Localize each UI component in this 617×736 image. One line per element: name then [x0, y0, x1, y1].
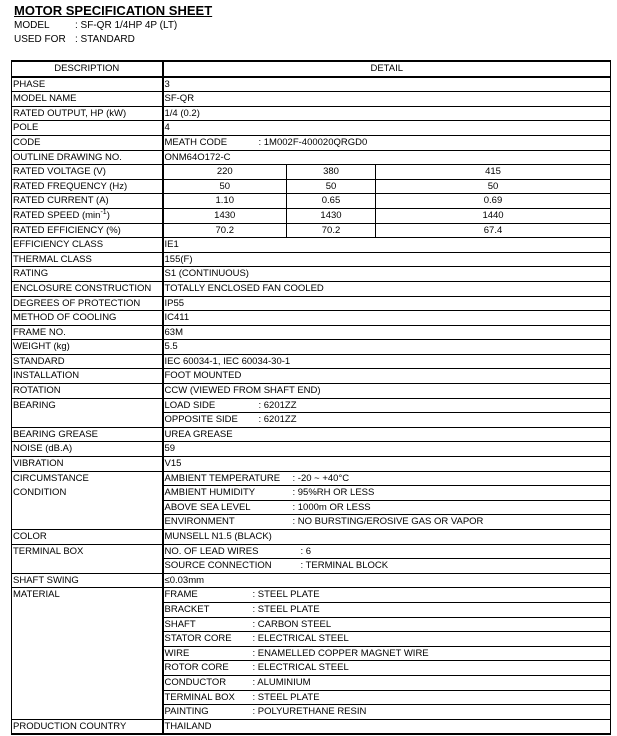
row-value: THAILAND	[163, 719, 611, 734]
table-row	[12, 530, 611, 545]
row-label: RATED FREQUENCY (Hz)	[12, 179, 163, 194]
row-label: RATED CURRENT (A)	[12, 194, 163, 209]
value-3: 67.4	[376, 223, 611, 238]
col-detail: DETAIL	[163, 61, 611, 77]
value-3: 0.69	[376, 194, 611, 209]
sub-value: : STEEL PLATE	[252, 691, 320, 703]
row-label: RATING	[12, 267, 163, 282]
row-label: PRODUCTION COUNTRY	[12, 719, 163, 734]
table-row	[12, 77, 611, 92]
table-row	[12, 471, 611, 486]
speed-close: )	[106, 209, 110, 221]
row-label: MODEL NAME	[12, 92, 163, 107]
table-row	[12, 632, 611, 647]
code-sub-label: MEATH CODE	[164, 136, 228, 148]
row-label: RATED EFFICIENCY (%)	[12, 223, 163, 238]
table-row	[12, 150, 611, 165]
row-value: 5.5	[163, 340, 611, 355]
table-row	[12, 384, 611, 399]
sub-value: : 6201ZZ	[258, 414, 297, 426]
row-value: 3	[163, 77, 611, 92]
sub-value: : NO BURSTING/EROSIVE GAS OR VAPOR	[292, 516, 484, 528]
row-label: ENCLOSURE CONSTRUCTION	[12, 281, 163, 296]
model-value: : SF-QR 1/4HP 4P (LT)	[75, 20, 178, 31]
col-description: DESCRIPTION	[12, 61, 163, 77]
row-value	[163, 675, 611, 690]
sub-value: : 6201ZZ	[258, 399, 297, 411]
row-value	[163, 588, 611, 603]
row-value: ≤0.03mm	[163, 573, 611, 588]
table-row	[12, 208, 611, 223]
sub-key: SHAFT	[164, 618, 196, 630]
row-label-empty	[12, 675, 163, 690]
table-row	[12, 106, 611, 121]
row-label: OUTLINE DRAWING NO.	[12, 150, 163, 165]
value-3: 415	[376, 165, 611, 180]
row-label: RATED VOLTAGE (V)	[12, 165, 163, 180]
row-label: COLOR	[12, 530, 163, 545]
value-1: 1430	[163, 208, 287, 223]
row-value	[163, 646, 611, 661]
model-line	[14, 20, 177, 31]
table-row	[12, 223, 611, 238]
speed-sup: -1	[100, 208, 107, 216]
sub-key: AMBIENT HUMIDITY	[164, 487, 256, 499]
row-label: CIRCUMSTANCE	[12, 471, 163, 486]
table-row	[12, 121, 611, 136]
row-label-empty	[12, 661, 163, 676]
row-label: WEIGHT (kg)	[12, 340, 163, 355]
table-row	[12, 675, 611, 690]
row-value: 155(F)	[163, 252, 611, 267]
sub-key: WIRE	[164, 647, 190, 659]
speed-label: RATED SPEED (min	[13, 209, 101, 221]
table-header	[12, 61, 611, 77]
sub-key: OPPOSITE SIDE	[164, 414, 238, 426]
sub-value: : ENAMELLED COPPER MAGNET WIRE	[252, 647, 429, 659]
sub-key: AMBIENT TEMPERATURE	[164, 472, 281, 484]
table-row	[12, 165, 611, 180]
sub-key: NO. OF LEAD WIRES	[164, 545, 259, 557]
row-label: FRAME NO.	[12, 325, 163, 340]
sub-key: PAINTING	[164, 706, 209, 718]
table-row	[12, 573, 611, 588]
table-row	[12, 617, 611, 632]
sub-key: ENVIRONMENT	[164, 516, 235, 528]
sub-value: : STEEL PLATE	[252, 603, 320, 615]
row-label: STANDARD	[12, 354, 163, 369]
row-value: 1/4 (0.2)	[163, 106, 611, 121]
used-for-value: : STANDARD	[75, 34, 135, 45]
sub-key: ROTOR CORE	[164, 662, 229, 674]
table-row	[12, 486, 611, 501]
sub-key: LOAD SIDE	[164, 399, 216, 411]
value-3: 50	[376, 179, 611, 194]
row-value	[163, 544, 611, 559]
table-row	[12, 179, 611, 194]
row-value: CCW (VIEWED FROM SHAFT END)	[163, 384, 611, 399]
table-row	[12, 135, 611, 150]
row-value	[163, 559, 611, 574]
row-value: UREA GREASE	[163, 427, 611, 442]
value-1: 70.2	[163, 223, 287, 238]
table-row	[12, 238, 611, 253]
row-value: S1 (CONTINUOUS)	[163, 267, 611, 282]
row-label: CONDITION	[12, 486, 163, 501]
row-value	[163, 661, 611, 676]
table-row	[12, 413, 611, 428]
row-label: PHASE	[12, 77, 163, 92]
code-value: : 1M002F-400020QRGD0	[258, 136, 368, 148]
table-row	[12, 340, 611, 355]
row-value	[163, 602, 611, 617]
row-label: NOISE (dB.A)	[12, 442, 163, 457]
row-label: SHAFT SWING	[12, 573, 163, 588]
sub-value: : TERMINAL BLOCK	[300, 560, 389, 572]
row-value	[163, 500, 611, 515]
value-2: 380	[287, 165, 376, 180]
sub-value: : -20 ~ +40°C	[292, 472, 350, 484]
row-label: BEARING	[12, 398, 163, 413]
row-value: IC411	[163, 311, 611, 326]
sub-value: : ELECTRICAL STEEL	[252, 633, 349, 645]
row-value	[163, 515, 611, 530]
row-label-empty	[12, 705, 163, 720]
sub-value: : 95%RH OR LESS	[292, 487, 375, 499]
table-row	[12, 92, 611, 107]
sub-value: : ALUMINIUM	[252, 676, 311, 688]
row-value	[163, 398, 611, 413]
table-row	[12, 602, 611, 617]
sub-key: CONDUCTOR	[164, 676, 227, 688]
row-value: ONM64O172-C	[163, 150, 611, 165]
table-row	[12, 296, 611, 311]
row-label-empty	[12, 632, 163, 647]
row-label: POLE	[12, 121, 163, 136]
row-value: 59	[163, 442, 611, 457]
row-value: 63M	[163, 325, 611, 340]
row-label-empty	[12, 500, 163, 515]
sheet-title: MOTOR SPECIFICATION SHEET	[14, 3, 213, 18]
table-row	[12, 194, 611, 209]
row-label	[12, 208, 163, 223]
row-value	[163, 690, 611, 705]
row-value: TOTALLY ENCLOSED FAN COOLED	[163, 281, 611, 296]
row-value: IEC 60034-1, IEC 60034-30-1	[163, 354, 611, 369]
table-row	[12, 705, 611, 720]
sub-key: TERMINAL BOX	[164, 691, 235, 703]
table-row	[12, 354, 611, 369]
used-for-label: USED FOR	[14, 34, 66, 45]
row-label-empty	[12, 559, 163, 574]
sub-value: : POLYURETHANE RESIN	[252, 706, 367, 718]
value-2: 0.65	[287, 194, 376, 209]
value-1: 1.10	[163, 194, 287, 209]
row-value: IP55	[163, 296, 611, 311]
table-row	[12, 442, 611, 457]
row-value: SF-QR	[163, 92, 611, 107]
row-label: CODE	[12, 135, 163, 150]
sub-key: SOURCE CONNECTION	[164, 560, 272, 572]
table-row	[12, 311, 611, 326]
table-row	[12, 398, 611, 413]
row-value: IE1	[163, 238, 611, 253]
sub-key: ABOVE SEA LEVEL	[164, 501, 251, 513]
sub-key: FRAME	[164, 589, 198, 601]
sub-key: BRACKET	[164, 603, 210, 615]
row-value	[163, 617, 611, 632]
value-3: 1440	[376, 208, 611, 223]
table-row	[12, 252, 611, 267]
row-value: MUNSELL N1.5 (BLACK)	[163, 530, 611, 545]
table-row	[12, 661, 611, 676]
row-label-empty	[12, 515, 163, 530]
row-value: FOOT MOUNTED	[163, 369, 611, 384]
row-label: ROTATION	[12, 384, 163, 399]
row-label: BEARING GREASE	[12, 427, 163, 442]
table-row	[12, 515, 611, 530]
table-row	[12, 457, 611, 472]
sub-value: : ELECTRICAL STEEL	[252, 662, 349, 674]
row-value: 4	[163, 121, 611, 136]
row-value	[163, 632, 611, 647]
row-value	[163, 135, 611, 150]
table-row	[12, 325, 611, 340]
sub-value: : CARBON STEEL	[252, 618, 332, 630]
table-row	[12, 544, 611, 559]
row-value	[163, 705, 611, 720]
row-label: METHOD OF COOLING	[12, 311, 163, 326]
row-value	[163, 413, 611, 428]
row-label-empty	[12, 602, 163, 617]
sub-value: : 1000m OR LESS	[292, 501, 371, 513]
row-value: V15	[163, 457, 611, 472]
table-row	[12, 267, 611, 282]
used-for-line	[14, 34, 135, 45]
table-row	[12, 690, 611, 705]
row-label: VIBRATION	[12, 457, 163, 472]
table-row	[12, 369, 611, 384]
row-value	[163, 471, 611, 486]
row-label: DEGREES OF PROTECTION	[12, 296, 163, 311]
table-row	[12, 427, 611, 442]
row-label-empty	[12, 690, 163, 705]
value-1: 50	[163, 179, 287, 194]
row-label: INSTALLATION	[12, 369, 163, 384]
row-label: THERMAL CLASS	[12, 252, 163, 267]
table-row	[12, 588, 611, 603]
row-label: TERMINAL BOX	[12, 544, 163, 559]
row-label-empty	[12, 413, 163, 428]
value-2: 1430	[287, 208, 376, 223]
value-1: 220	[163, 165, 287, 180]
table-row	[12, 719, 611, 734]
row-label-empty	[12, 617, 163, 632]
sub-value: : STEEL PLATE	[252, 589, 320, 601]
value-2: 70.2	[287, 223, 376, 238]
row-value	[163, 486, 611, 501]
row-label: EFFICIENCY CLASS	[12, 238, 163, 253]
table-row	[12, 500, 611, 515]
sub-value: : 6	[300, 545, 312, 557]
row-label: RATED OUTPUT, HP (kW)	[12, 106, 163, 121]
table-row	[12, 646, 611, 661]
table-row	[12, 559, 611, 574]
table-row	[12, 281, 611, 296]
value-2: 50	[287, 179, 376, 194]
spec-table	[11, 60, 611, 735]
row-label: MATERIAL	[12, 588, 163, 603]
sub-key: STATOR CORE	[164, 633, 232, 645]
row-label-empty	[12, 646, 163, 661]
model-label: MODEL	[14, 20, 50, 31]
